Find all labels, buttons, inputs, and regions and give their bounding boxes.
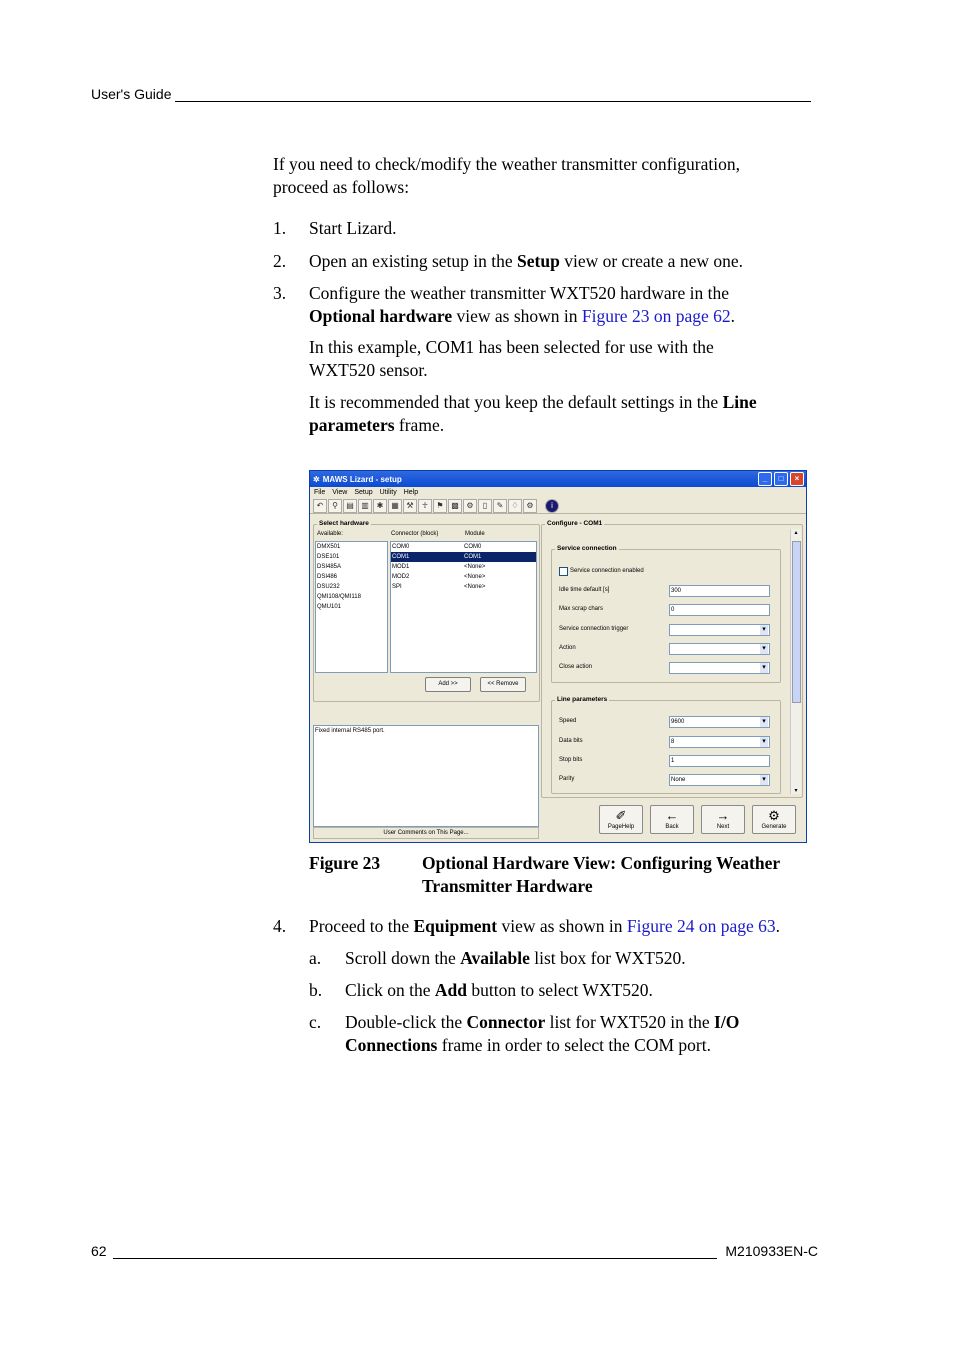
toolbar	[310, 498, 806, 514]
star-icon[interactable]: ✱	[373, 499, 387, 513]
step-4-number: 4.	[273, 916, 287, 936]
action-label: Action	[559, 645, 576, 651]
available-list[interactable]	[315, 541, 388, 673]
bell-icon[interactable]: ♢	[508, 499, 522, 513]
figure-24-link[interactable]: Figure 24 on page 63	[626, 916, 776, 936]
list-item[interactable]: DSI486	[317, 574, 338, 580]
step-4c-text: Double-click the Connector list for WXT520 in the I/O Connections frame in order to select the COM port.	[345, 1012, 740, 1055]
line-parameters-title: Line parameters	[557, 696, 608, 703]
grid-icon[interactable]: ▩	[448, 499, 462, 513]
idle-time-input[interactable]: 300	[669, 585, 770, 597]
list-item[interactable]: DMX501	[317, 544, 341, 550]
figure-label: Figure 23	[309, 853, 381, 873]
table-row[interactable]: COM0 COM0	[392, 544, 482, 550]
menu-file[interactable]: File	[314, 489, 326, 496]
data-bits-select[interactable]: 8 ▾	[669, 736, 770, 748]
service-enabled-label: Service connection enabled	[570, 568, 644, 574]
step-2-number: 2.	[273, 251, 287, 271]
app-icon: ✲	[313, 474, 320, 484]
step-4c-letter: c.	[309, 1012, 322, 1032]
person-icon[interactable]: ☥	[418, 499, 432, 513]
page-icon[interactable]: ▯	[478, 499, 492, 513]
parity-label: Parity	[559, 776, 575, 782]
max-scrap-input[interactable]: 0	[669, 604, 770, 616]
arrow-right-icon: →	[716, 808, 730, 823]
scroll-thumb[interactable]	[792, 541, 801, 703]
minimize-icon[interactable]: _	[758, 472, 772, 486]
scroll-down-icon[interactable]: ▾	[794, 788, 798, 794]
comment-text: Fixed internal RS485 port.	[315, 728, 385, 734]
step-4-text: Proceed to the Equipment view as shown in Figure 24 on page 63.	[309, 916, 781, 936]
comment-box[interactable]	[313, 725, 539, 827]
list-item[interactable]: DSU232	[317, 584, 340, 590]
step-3-number: 3.	[273, 283, 287, 303]
parity-select[interactable]: None ▾	[669, 774, 770, 786]
trigger-label: Service connection trigger	[559, 626, 629, 632]
info-icon[interactable]: i	[545, 499, 559, 513]
action-select[interactable]	[669, 643, 770, 655]
configure-scrollbar[interactable]	[790, 529, 801, 794]
table-row[interactable]: MOD2 <None>	[392, 574, 486, 580]
list-item[interactable]: QMU101	[317, 604, 342, 610]
tool-icon[interactable]: ⚒	[403, 499, 417, 513]
page-header	[91, 86, 811, 102]
stop-bits-label: Stop bits	[559, 757, 583, 763]
close-icon[interactable]: ×	[790, 472, 804, 486]
page-number: 62	[91, 1243, 107, 1259]
trigger-select[interactable]	[669, 624, 770, 636]
flag-icon[interactable]: ⚑	[433, 499, 447, 513]
window-titlebar	[310, 471, 806, 487]
window-title: MAWS Lizard - setup	[322, 474, 402, 484]
step-1-number: 1.	[273, 218, 287, 238]
maximize-icon[interactable]: □	[774, 472, 788, 486]
step-4a-text: Scroll down the Available list box for WXT520.	[345, 948, 686, 968]
menu-utility[interactable]: Utility	[379, 489, 397, 496]
scroll-up-icon[interactable]: ▴	[794, 530, 798, 536]
step-3-note-2: It is recommended that you keep the default settings in the Line parameters frame.	[309, 392, 757, 435]
close-action-select[interactable]	[669, 662, 770, 674]
menu-view[interactable]: View	[332, 489, 348, 496]
table-row-selected[interactable]: COM1 COM1	[391, 552, 536, 562]
select-hardware-title: Select hardware	[319, 520, 369, 527]
remove-button[interactable]: << Remove	[480, 677, 526, 692]
list-item[interactable]: DSE101	[317, 554, 340, 560]
header-text: User's Guide	[91, 86, 172, 102]
max-scrap-label: Max scrap chars	[559, 606, 604, 612]
list-item[interactable]: QMI108/QMI118	[317, 594, 361, 600]
status-bar: User Comments on This Page...	[313, 827, 539, 839]
lizard-window-screenshot	[309, 470, 807, 843]
pencil-icon[interactable]: ✎	[493, 499, 507, 513]
next-button[interactable]: → Next	[701, 805, 745, 834]
sensor-icon[interactable]: ▤	[343, 499, 357, 513]
speed-select[interactable]: 9600 ▾	[669, 716, 770, 728]
chart-icon[interactable]: ▦	[388, 499, 402, 513]
step-4a-letter: a.	[309, 948, 322, 968]
service-connection-title: Service connection	[557, 545, 617, 552]
data-bits-label: Data bits	[559, 738, 583, 744]
menu-setup[interactable]: Setup	[354, 489, 373, 496]
undo-icon[interactable]: ↶	[313, 499, 327, 513]
generate-button[interactable]: ⚙ Generate	[752, 805, 796, 834]
close-action-label: Close action	[559, 664, 593, 670]
network-icon[interactable]: ⚲	[328, 499, 342, 513]
step-3-note-1: In this example, COM1 has been selected for use with the WXT520 sensor.	[309, 337, 714, 380]
configure-title: Configure - COM1	[547, 520, 603, 527]
figure-caption: Optional Hardware View: Configuring Weather Transmitter Hardware	[422, 853, 780, 896]
step-4b-text: Click on the Add button to select WXT520.	[345, 980, 653, 1000]
step-2-text: Open an existing setup in the Setup view or create a new one.	[309, 251, 743, 271]
arrow-left-icon: ←	[665, 808, 679, 823]
back-button[interactable]: ← Back	[650, 805, 694, 834]
connector-list[interactable]	[390, 541, 537, 673]
module-label: Module	[465, 531, 485, 537]
stop-bits-input[interactable]: 1	[669, 755, 770, 767]
figure-23-link[interactable]: Figure 23 on page 62	[581, 306, 731, 326]
sensor2-icon[interactable]: ▥	[358, 499, 372, 513]
connector-label: Connector (block)	[391, 531, 439, 537]
pagehelp-button[interactable]: ✐ PageHelp	[599, 805, 643, 834]
page-footer	[91, 1243, 818, 1259]
menu-help[interactable]: Help	[403, 489, 419, 496]
intro-paragraph: If you need to check/modify the weather transmitter configuration, proceed as follows:	[273, 154, 740, 197]
idle-time-label: Idle time default [s]	[559, 587, 610, 593]
gear-icon[interactable]: ⚙	[523, 499, 537, 513]
generate-icon: ⚙	[768, 808, 780, 823]
bike-icon[interactable]: ⚙	[463, 499, 477, 513]
doc-id: M210933EN-C	[725, 1243, 818, 1259]
table-row[interactable]: SPI <None>	[392, 584, 486, 590]
step-1-text: Start Lizard.	[309, 218, 397, 238]
available-label: Available:	[317, 531, 343, 537]
menu-bar	[310, 487, 806, 498]
step-3-text: Configure the weather transmitter WXT520 hardware in the Optional hardware view as shown in Figure 23 on page 62.	[309, 283, 735, 326]
speed-label: Speed	[559, 718, 577, 724]
pagehelp-icon: ✐	[615, 808, 627, 823]
service-enabled-checkbox[interactable]	[559, 567, 568, 576]
step-4b-letter: b.	[309, 980, 323, 1000]
add-button[interactable]: Add >>	[425, 677, 471, 692]
list-item[interactable]: DSI485A	[317, 564, 342, 570]
table-row[interactable]: MOD1 <None>	[392, 564, 486, 570]
